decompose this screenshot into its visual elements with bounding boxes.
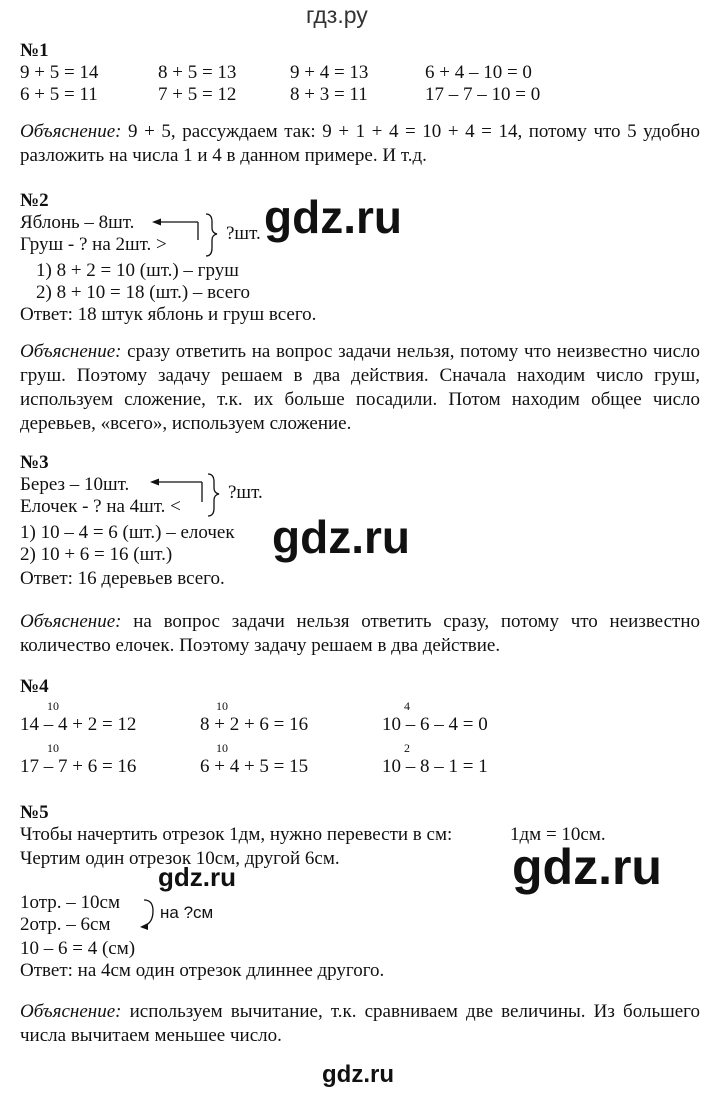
explanation-text: используем вычитание, т.к. сравниваем две величины. Из большего числа вычитаем меньшее число. <box>20 1001 700 1046</box>
watermark: gdz.ru <box>264 191 402 243</box>
task1-eq: 17 – 7 – 10 = 0 <box>425 84 541 105</box>
task4-sup: 10 <box>216 741 228 755</box>
task5-bracket-arrow <box>140 896 160 932</box>
task5-question: на ?см <box>160 903 214 922</box>
task1-eq: 9 + 5 = 14 <box>20 62 99 83</box>
task1-eq: 8 + 5 = 13 <box>158 62 237 83</box>
task2-answer: Ответ: 18 штук яблонь и груш всего. <box>20 304 317 325</box>
task2-step1: 1) 8 + 2 = 10 (шт.) – груш <box>36 260 239 281</box>
task2-step2: 2) 8 + 10 = 18 (шт.) – всего <box>36 282 250 303</box>
task4-eq: 6 + 4 + 5 = 15 <box>200 756 309 777</box>
task4-sup: 4 <box>404 699 410 713</box>
task4-eq: 8 + 2 + 6 = 16 <box>200 714 309 735</box>
task2-title: №2 <box>20 190 49 211</box>
task3-line1: Берез – 10шт. <box>20 474 130 495</box>
site-header: гдз.ру <box>306 2 368 28</box>
task3-answer: Ответ: 16 деревьев всего. <box>20 568 225 589</box>
task2-line1: Яблонь – 8шт. <box>20 212 135 233</box>
task3-line2: Елочек - ? на 4шт. < <box>20 496 181 517</box>
task5-seg1: 1отр. – 10см <box>20 892 120 913</box>
site-footer: gdz.ru <box>322 1061 394 1088</box>
task1-explanation <box>20 120 700 168</box>
task4-title: №4 <box>20 676 49 697</box>
task5-line2: Чертим один отрезок 10см, другой 6см. <box>20 848 340 869</box>
watermark: gdz.ru <box>512 839 662 895</box>
task4-eq: 10 – 8 – 1 = 1 <box>382 756 488 777</box>
task3-step2: 2) 10 + 6 = 16 (шт.) <box>20 544 173 565</box>
task1-eq: 8 + 3 = 11 <box>290 84 368 105</box>
explanation-label: Объяснение: <box>20 1001 122 1022</box>
task3-explanation <box>20 610 700 658</box>
task1-eq: 9 + 4 = 13 <box>290 62 369 83</box>
explanation-label: Объяснение: <box>20 611 122 632</box>
task5-conversion: 1дм = 10см. <box>510 824 606 845</box>
task4-sup: 10 <box>47 741 59 755</box>
task5-title: №5 <box>20 802 49 823</box>
task2-line2: Груш - ? на 2шт. > <box>20 234 167 255</box>
watermark: gdz.ru <box>272 511 410 563</box>
explanation-label: Объяснение: <box>20 341 122 362</box>
task1-eq: 6 + 4 – 10 = 0 <box>425 62 532 83</box>
task1-eq: 6 + 5 = 11 <box>20 84 98 105</box>
task4-sup: 2 <box>404 741 410 755</box>
task3-question: ?шт. <box>228 482 263 503</box>
explanation-text: на вопрос задачи нельзя ответить сразу, потому что неизвестно количество елочек. Поэтому задачу решаем в два действие. <box>20 611 700 656</box>
task3-title: №3 <box>20 452 49 473</box>
task2-scheme-arrows <box>150 212 220 258</box>
task5-calc: 10 – 6 = 4 (см) <box>20 938 136 959</box>
task5-explanation <box>20 1000 700 1048</box>
task5-line1: Чтобы начертить отрезок 1дм, нужно перевести в см: <box>20 824 453 845</box>
task3-scheme-arrows <box>148 472 218 518</box>
watermark: gdz.ru <box>158 862 236 892</box>
task1-title: №1 <box>20 40 49 61</box>
task1-eq: 7 + 5 = 12 <box>158 84 237 105</box>
task2-explanation <box>20 340 700 436</box>
task4-eq: 17 – 7 + 6 = 16 <box>20 756 137 777</box>
explanation-text: сразу ответить на вопрос задачи нельзя, потому что неизвестно число груш. Поэтому задачу решаем в два действия. Сначала находим число груш, используем сложение, т.к. их больше посадили. Потом находим общее число деревьев, «всего», используем сложение. <box>20 341 700 434</box>
task2-question: ?шт. <box>226 223 261 244</box>
task5-seg2: 2отр. – 6см <box>20 914 111 935</box>
task4-eq: 10 – 6 – 4 = 0 <box>382 714 488 735</box>
explanation-label: Объяснение: <box>20 121 122 142</box>
task4-eq: 14 – 4 + 2 = 12 <box>20 714 137 735</box>
task4-sup: 10 <box>216 699 228 713</box>
task5-answer: Ответ: на 4см один отрезок длиннее другого. <box>20 960 385 981</box>
task3-step1: 1) 10 – 4 = 6 (шт.) – елочек <box>20 522 235 543</box>
explanation-text: 9 + 5, рассуждаем так: 9 + 1 + 4 = 10 + 4 = 14, потому что 5 удобно разложить на числа 1 и 4 в данном примере. И т.д. <box>20 121 700 166</box>
task4-sup: 10 <box>47 699 59 713</box>
